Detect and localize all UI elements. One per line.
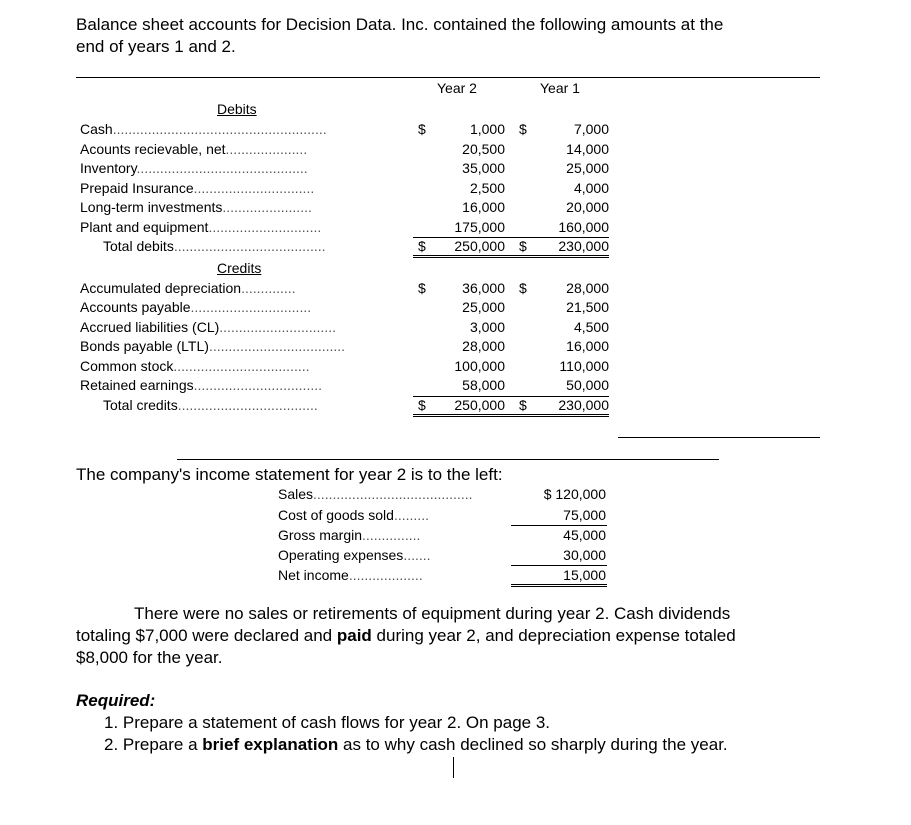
credit-y2-value: 3,000 bbox=[469, 319, 505, 335]
debit-y1-value: 4,000 bbox=[573, 180, 609, 196]
credits-header: Credits bbox=[217, 260, 262, 276]
debit-row-label: Long-term investments....................... bbox=[80, 199, 312, 215]
credit-y2-value: 58,000 bbox=[462, 377, 505, 393]
income-row-label: Gross margin............... bbox=[278, 527, 421, 543]
debit-y1-value: 14,000 bbox=[566, 141, 609, 157]
currency-symbol: $ bbox=[418, 280, 426, 296]
credit-row-label: Common stock................................... bbox=[80, 358, 310, 374]
debit-y2-value: 175,000 bbox=[454, 219, 505, 235]
income-row-value: 15,000 bbox=[563, 567, 606, 583]
note-line-1: There were no sales or retirements of equipment during year 2. Cash dividends bbox=[134, 604, 731, 623]
debit-y1-value: 25,000 bbox=[566, 160, 609, 176]
credit-row-label: Retained earnings................................. bbox=[80, 377, 322, 393]
credit-y2-value: 28,000 bbox=[462, 338, 505, 354]
income-row-value: 30,000 bbox=[563, 547, 606, 563]
debit-row-label: Plant and equipment............................. bbox=[80, 219, 322, 235]
income-row-label: Operating expenses....... bbox=[278, 547, 431, 563]
debits-header: Debits bbox=[217, 101, 257, 117]
required-heading: Required: bbox=[76, 691, 156, 710]
total-debits-double-rule bbox=[413, 255, 609, 256]
debit-row-label: Prepaid Insurance............................... bbox=[80, 180, 315, 196]
net-income-double-rule bbox=[511, 586, 607, 587]
credit-y2-value: 25,000 bbox=[462, 299, 505, 315]
credit-y1-value: 50,000 bbox=[566, 377, 609, 393]
income-row-label: Net income................... bbox=[278, 567, 423, 583]
credit-y2-value: 36,000 bbox=[462, 280, 505, 296]
total-debits-label: Total debits....................................... bbox=[103, 238, 326, 254]
note-line-2: totaling $7,000 were declared and paid during year 2, and depreciation expense totaled bbox=[76, 626, 736, 645]
debit-y2-value: 20,500 bbox=[462, 141, 505, 157]
required-item-2: 2. Prepare a brief explanation as to why cash declined so sharply during the year. bbox=[104, 735, 728, 754]
income-row-label: Sales......................................... bbox=[278, 486, 473, 502]
total-credits-y2: 250,000 bbox=[454, 397, 505, 413]
required-item-1: 1. Prepare a statement of cash flows for year 2. On page 3. bbox=[104, 713, 551, 732]
debit-row-label: Inventory............................................ bbox=[80, 160, 308, 176]
col-header-year1: Year 1 bbox=[540, 80, 580, 96]
debit-y2-value: 2,500 bbox=[469, 180, 505, 196]
credit-y1-value: 28,000 bbox=[566, 280, 609, 296]
intro-line-1: Balance sheet accounts for Decision Data. Inc. contained the following amounts at the bbox=[76, 15, 724, 34]
credit-y2-value: 100,000 bbox=[454, 358, 505, 374]
debit-y2-value: 16,000 bbox=[462, 199, 505, 215]
total-debits-double-rule bbox=[413, 257, 609, 258]
intro-line-2: end of years 1 and 2. bbox=[76, 37, 236, 56]
credit-row-label: Accumulated depreciation.............. bbox=[80, 280, 296, 296]
income-statement-heading: The company's income statement for year 2 is to the left: bbox=[76, 465, 503, 484]
currency-symbol: $ bbox=[418, 397, 426, 413]
credit-row-label: Bonds payable (LTL)................................... bbox=[80, 338, 346, 354]
total-credits-double-rule bbox=[413, 416, 609, 417]
credit-y1-value: 16,000 bbox=[566, 338, 609, 354]
credit-y1-value: 4,500 bbox=[573, 319, 609, 335]
income-row-value: 75,000 bbox=[563, 507, 606, 523]
credit-row-label: Accounts payable............................... bbox=[80, 299, 312, 315]
total-credits-label: Total credits.................................... bbox=[103, 397, 318, 413]
separator-rule-right bbox=[618, 437, 820, 438]
credit-y1-value: 21,500 bbox=[566, 299, 609, 315]
currency-symbol: $ bbox=[519, 121, 527, 137]
income-rule bbox=[511, 525, 607, 526]
total-credits-y1: 230,000 bbox=[558, 397, 609, 413]
col-header-year2: Year 2 bbox=[437, 80, 477, 96]
net-income-double-rule bbox=[511, 584, 607, 585]
income-row-value: 45,000 bbox=[563, 527, 606, 543]
debit-row-label: Cash....................................................... bbox=[80, 121, 327, 137]
required-bold-brief-explanation: brief explanation bbox=[202, 735, 339, 754]
total-credits-double-rule bbox=[413, 414, 609, 415]
currency-symbol: $ bbox=[519, 280, 527, 296]
debit-y1-value: 160,000 bbox=[558, 219, 609, 235]
note-bold-paid: paid bbox=[336, 626, 372, 645]
total-debits-y1: 230,000 bbox=[558, 238, 609, 254]
currency-symbol: $ bbox=[418, 238, 426, 254]
debit-y2-value: 1,000 bbox=[469, 121, 505, 137]
total-debits-y2: 250,000 bbox=[454, 238, 505, 254]
income-row-value: $ 120,000 bbox=[543, 486, 606, 502]
income-rule bbox=[511, 565, 607, 566]
credit-row-label: Accrued liabilities (CL).............................. bbox=[80, 319, 336, 335]
income-row-label: Cost of goods sold......... bbox=[278, 507, 429, 523]
credit-y1-value: 110,000 bbox=[559, 358, 609, 374]
currency-symbol: $ bbox=[519, 238, 527, 254]
separator-rule-center bbox=[177, 459, 719, 460]
currency-symbol: $ bbox=[519, 397, 527, 413]
top-rule bbox=[76, 77, 820, 78]
debit-y2-value: 35,000 bbox=[462, 160, 505, 176]
text-cursor bbox=[453, 757, 454, 778]
debit-row-label: Acounts recievable, net..................... bbox=[80, 141, 308, 157]
currency-symbol: $ bbox=[418, 121, 426, 137]
note-line-3: $8,000 for the year. bbox=[76, 648, 223, 667]
debit-y1-value: 7,000 bbox=[573, 121, 609, 137]
debit-y1-value: 20,000 bbox=[566, 199, 609, 215]
